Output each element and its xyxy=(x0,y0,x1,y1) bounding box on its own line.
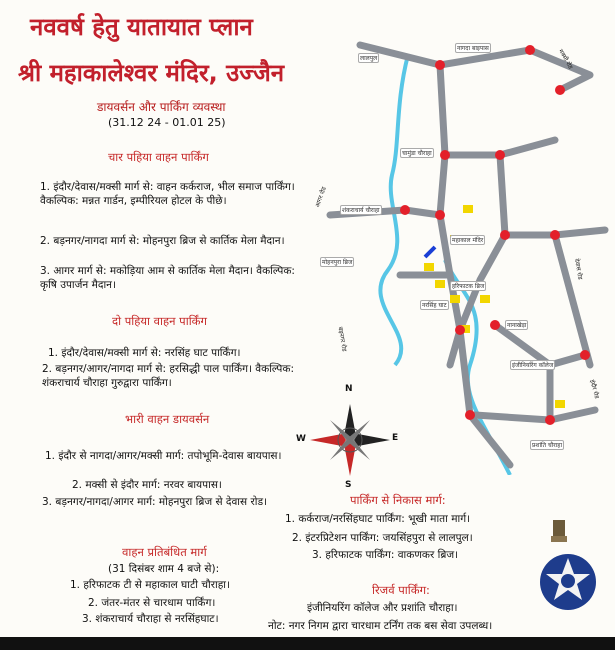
compass-n: N xyxy=(345,384,353,394)
four-wheeler-item-2: 2. बड़नगर/नागदा मार्ग से: मोहनपुरा ब्रिज से कार्तिक मेला मैदान। xyxy=(40,235,285,247)
subtitle: डायवर्सन और पार्किंग व्यवस्था xyxy=(97,100,226,114)
compass-s: S xyxy=(345,480,352,490)
heavy-diversion-heading: भारी वाहन डायवर्सन xyxy=(125,412,210,426)
restricted-item-1: 1. हरिफाटक टी से महाकाल घाटी चौराहा। xyxy=(70,579,231,591)
two-wheeler-heading: दो पहिया वाहन पार्किंग xyxy=(112,314,207,328)
four-wheeler-heading: चार पहिया वाहन पार्किंग xyxy=(108,150,209,164)
exit-item-3: 3. हरिफाटक पार्किंग: वाकणकर ब्रिज। xyxy=(312,549,459,561)
exit-heading: पार्किंग से निकास मार्ग: xyxy=(350,493,446,507)
two-wheeler-item-1: 1. इंदौर/देवास/मक्सी मार्ग से: नरसिंह घाट पार्किंग। xyxy=(48,347,241,359)
restricted-time: (31 दिसंबर शाम 4 बजे से): xyxy=(108,563,220,575)
note-text: नोट: नगर निगम द्वारा चारधाम टर्निंग तक बस सेवा उपलब्ध। xyxy=(268,620,493,632)
title-line-2: श्री महाकालेश्वर मंदिर, उज्जैन xyxy=(18,59,285,87)
label-indore-road: इंदौर रोड xyxy=(588,378,601,400)
restricted-item-3: 3. शंकराचार्य चौराहा से नरसिंहघाट। xyxy=(82,613,219,625)
label-agar-road: आगर रोड xyxy=(314,186,328,209)
exit-item-2: 2. इंटरप्रिटेशन पार्किंग: जयसिंहपुरा से लालपुल। xyxy=(292,532,473,544)
label-badnagar-road: बड़नगर रोड xyxy=(336,326,348,352)
four-wheeler-item-1: 1. इंदौर/देवास/मक्सी मार्ग से: वाहन कर्कराज, भील समाज पार्किंग। वैकल्पिक: मन्नत गार्डन, इम्पीरियल होटल के पीछे। xyxy=(40,181,295,207)
label-engineering: इंजीनियरिंग कॉलेज xyxy=(512,362,554,369)
label-prashanti: प्रशांति चौराहा xyxy=(532,442,563,449)
heavy-item-2: 2. मक्सी से इंदौर मार्ग: नरवर बायपास। xyxy=(72,479,222,491)
reserve-text: इंजीनियरिंग कॉलेज और प्रशांति चौराहा। xyxy=(307,602,458,614)
label-makshi-road: मक्सी रोड xyxy=(556,48,574,71)
label-narsingh-ghat: नरसिंह घाट xyxy=(422,302,447,309)
label-top-road: नागदा बाइपास xyxy=(457,45,489,52)
route-map xyxy=(300,35,615,475)
restricted-heading: वाहन प्रतिबंधित मार्ग xyxy=(122,545,207,559)
two-wheeler-item-2: 2. बड़नगर/आगर/नागदा मार्ग से: हरसिद्धी पाल पार्किंग। वैकल्पिक: शंकराचार्य चौराहा गुरुद्वारा पार्किंग। xyxy=(42,363,294,389)
restricted-item-2: 2. जंतर-मंतर से चारधाम पार्किंग। xyxy=(88,597,216,609)
label-chamunda: चामुंडा चौराहा xyxy=(402,150,432,157)
label-shankaracharya: शंकराचार्य चौराहा xyxy=(342,207,380,214)
compass-e: E xyxy=(392,433,399,443)
footer-bar xyxy=(0,637,615,650)
label-dewas-road: देवास रोड xyxy=(572,258,584,281)
route-map-canvas xyxy=(300,35,615,475)
label-nanakheda: नानाखेड़ा xyxy=(507,322,527,329)
label-mahakal: महाकाल मंदिर xyxy=(452,237,484,244)
compass-w: W xyxy=(296,434,306,444)
four-wheeler-item-3: 3. आगर मार्ग से: मकोड़िया आम से कार्तिक मेला मैदान। वैकल्पिक: कृषि उपार्जन मैदान। xyxy=(40,265,295,291)
emblem-icon xyxy=(548,518,570,544)
label-lalpul: लालपुल xyxy=(360,55,378,62)
label-mohanpura: मोहनपुरा ब्रिज xyxy=(322,259,353,266)
police-logo xyxy=(538,552,598,612)
title-line-1: नववर्ष हेतु यातायात प्लान xyxy=(30,13,253,41)
reserve-heading: रिजर्व पार्किंग: xyxy=(372,583,430,597)
exit-item-1: 1. कर्कराज/नरसिंहघाट पार्किंग: भूखी माता मार्ग। xyxy=(285,513,471,525)
date-range: (31.12 24 - 01.01 25) xyxy=(108,116,226,129)
heavy-item-1: 1. इंदौर से नागदा/आगर/मक्सी मार्ग: तपोभूमि-देवास बायपास। xyxy=(45,450,282,462)
heavy-item-3: 3. बड़नगर/नागदा/आगर मार्ग: मोहनपुरा ब्रिज से देवास रोड। xyxy=(42,496,268,508)
label-harifatak: हरिफाटक ब्रिज xyxy=(452,283,485,290)
